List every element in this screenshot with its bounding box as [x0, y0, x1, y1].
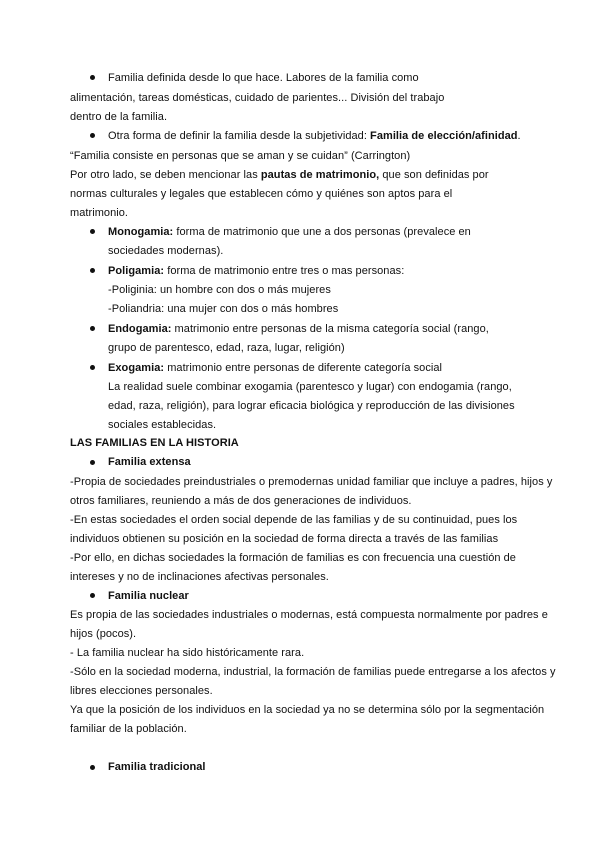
text-span: Por otro lado, se deben mencionar las — [70, 169, 261, 181]
text-line: Ya que la posición de los individuos en la sociedad ya no se determina sólo por la segmentación — [70, 704, 545, 716]
bold-term: pautas de matrimonio, — [260, 169, 380, 181]
text-line: matrimonio. — [70, 207, 129, 219]
text-line: edad, raza, religión), para lograr eficacia biológica y reproducción de las divisiones — [108, 400, 515, 412]
text-line — [108, 361, 442, 375]
bullet-icon — [90, 593, 95, 598]
quote-line: “Familia consiste en personas que se aman y se cuidan” (Carrington) — [70, 150, 411, 162]
text-span: matrimonio entre personas de la misma categoría social (rango, — [171, 323, 489, 335]
text-line: Es propia de las sociedades industriales o modernas, está compuesta normalmente por padres e — [70, 609, 548, 621]
subsection-title: Familia nuclear — [108, 590, 189, 602]
text-line: -Por ello, en dichas sociedades la formación de familias es con frecuencia una cuestión de — [70, 552, 516, 564]
bold-term: Poligamia: — [108, 265, 165, 277]
text-line: alimentación, tareas domésticas, cuidado de parientes... División del trabajo — [70, 92, 445, 104]
text-span: forma de matrimonio que une a dos personas (prevalece en — [173, 226, 471, 238]
text-line: sociedades modernas). — [108, 245, 224, 257]
text-line: -Sólo en la sociedad moderna, industrial, la formación de familias puede entregarse a los afectos y — [70, 666, 556, 678]
text-line: familiar de la población. — [70, 723, 187, 735]
bullet-icon — [90, 365, 95, 370]
bullet-icon — [90, 765, 95, 770]
bullet-icon — [90, 75, 95, 80]
section-heading: LAS FAMILIAS EN LA HISTORIA — [70, 437, 239, 449]
text-span: forma de matrimonio entre tres o mas personas: — [164, 265, 405, 277]
text-line — [108, 322, 489, 336]
bullet-icon — [90, 268, 95, 273]
text-line: -En estas sociedades el orden social depende de las familias y de su continuidad, pues los — [70, 514, 518, 526]
bold-term: Exogamia: — [108, 362, 165, 374]
text-line: -Poliandria: una mujer con dos o más hombres — [108, 303, 339, 315]
text-span: que son definidas por — [379, 169, 489, 181]
text-line: libres elecciones personales. — [70, 685, 213, 697]
text-line — [108, 129, 521, 143]
text-line: La realidad suele combinar exogamia (parentesco y lugar) con endogamia (rango, — [108, 381, 512, 393]
text-line: -Propia de sociedades preindustriales o premodernas unidad familiar que incluye a padres, hijos y — [70, 476, 553, 488]
bold-term: Familia de elección/afinidad — [370, 130, 518, 142]
bold-term: Endogamia: — [108, 323, 172, 335]
text-line: normas culturales y legales que establecen cómo y quiénes son aptos para el — [70, 188, 453, 200]
text-line — [108, 225, 471, 239]
text-line: - La familia nuclear ha sido históricamente rara. — [70, 647, 305, 659]
text-line — [70, 168, 489, 182]
text-span: . — [517, 130, 521, 142]
text-span: Otra forma de definir la familia desde la subjetividad: — [108, 130, 371, 142]
text-line: sociales establecidas. — [108, 419, 217, 431]
bold-term: Monogamia: — [108, 226, 174, 238]
text-line: dentro de la familia. — [70, 111, 168, 123]
subsection-title: Familia tradicional — [108, 761, 206, 773]
bullet-icon — [90, 133, 95, 138]
text-line: -Poliginia: un hombre con dos o más mujeres — [108, 284, 331, 296]
bullet-icon — [90, 326, 95, 331]
text-line: hijos (pocos). — [70, 628, 137, 640]
text-line — [108, 264, 404, 278]
text-line: grupo de parentesco, edad, raza, lugar, religión) — [108, 342, 345, 354]
text-line: individuos obtienen su posición en la sociedad de forma directa a través de las familias — [70, 533, 499, 545]
bullet-icon — [90, 460, 95, 465]
text-line: otros familiares, reuniendo a más de dos generaciones de individuos. — [70, 495, 412, 507]
bullet-icon — [90, 229, 95, 234]
text-span: matrimonio entre personas de diferente categoría social — [164, 362, 443, 374]
text-line: intereses y no de inclinaciones afectivas personales. — [70, 571, 329, 583]
text-line: Familia definida desde lo que hace. Labores de la familia como — [108, 72, 419, 84]
subsection-title: Familia extensa — [108, 456, 191, 468]
